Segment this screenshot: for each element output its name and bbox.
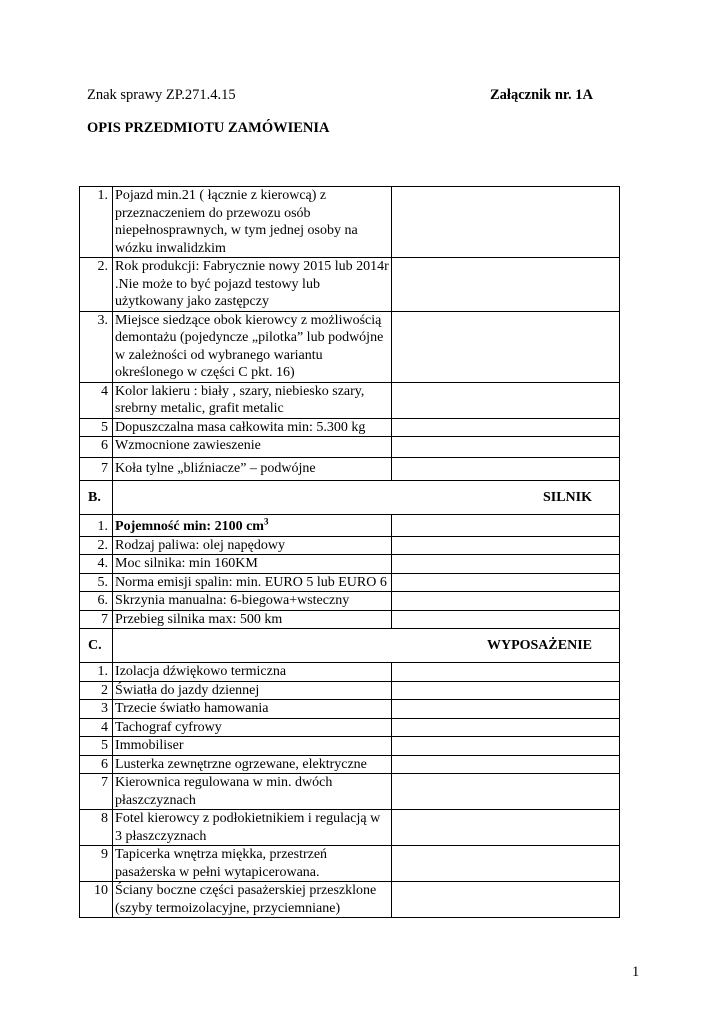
row-number: 1.: [80, 515, 113, 537]
document-title: OPIS PRZEDMIOTU ZAMÓWIENIA: [87, 120, 330, 136]
row-value-cell: [391, 187, 619, 258]
row-description: Miejsce siedzące obok kierowcy z możliwością demontażu (pojedyncze „pilotka” lub podwójne w zależności od wybranego wariantu określonego w części C pkt. 16): [113, 311, 392, 382]
row-value-cell: [391, 555, 619, 574]
table-row: [80, 700, 620, 719]
row-number: 2.: [80, 536, 113, 555]
row-number: 6: [80, 437, 113, 458]
row-number: 4.: [80, 555, 113, 574]
table-row: [80, 382, 620, 418]
row-number: 1.: [80, 187, 113, 258]
table-row: [80, 755, 620, 774]
row-number: 7: [80, 610, 113, 629]
table-row: [80, 718, 620, 737]
specification-table-body: [80, 187, 620, 918]
row-value-cell: [391, 700, 619, 719]
row-number: 3.: [80, 311, 113, 382]
row-number: 2: [80, 681, 113, 700]
table-row: [80, 737, 620, 756]
row-description: Immobiliser: [113, 737, 392, 756]
row-description: Pojazd min.21 ( łącznie z kierowcą) z przeznaczeniem do przewozu osób niepełnosprawnych, w tym jednej osoby na wózku inwalidzkim: [113, 187, 392, 258]
row-value-cell: [391, 610, 619, 629]
row-value-cell: [391, 846, 619, 882]
table-row: [80, 573, 620, 592]
row-number: 7: [80, 774, 113, 810]
row-number: 2.: [80, 258, 113, 312]
row-value-cell: [391, 592, 619, 611]
row-description: Tachograf cyfrowy: [113, 718, 392, 737]
table-row: [80, 774, 620, 810]
row-value-cell: [391, 774, 619, 810]
row-description-text: Pojemność min: 2100 cm: [115, 519, 264, 534]
superscript: 3: [263, 516, 269, 527]
row-number: 7: [80, 458, 113, 481]
row-number: 5: [80, 418, 113, 437]
row-description: Kolor lakieru : biały , szary, niebiesko szary, srebrny metalic, grafit metalic: [113, 382, 392, 418]
row-value-cell: [391, 663, 619, 682]
section-title: WYPOSAŻENIE: [113, 629, 620, 663]
row-description: Fotel kierowcy z podłokietnikiem i regulacją w 3 płaszczyznach: [113, 810, 392, 846]
row-number: 10: [80, 882, 113, 918]
row-value-cell: [391, 810, 619, 846]
section-label: C.: [80, 629, 113, 663]
table-row: [80, 810, 620, 846]
row-description: Ściany boczne części pasażerskiej przeszklone (szyby termoizolacyjne, przyciemniane): [113, 882, 392, 918]
row-description: Lusterka zewnętrzne ogrzewane, elektryczne: [113, 755, 392, 774]
row-value-cell: [391, 515, 619, 537]
row-description: Dopuszczalna masa całkowita min: 5.300 kg: [113, 418, 392, 437]
table-row: [80, 258, 620, 312]
row-description: Rok produkcji: Fabrycznie nowy 2015 lub 2014r .Nie może to być pojazd testowy lub użytkowany jako zastępczy: [113, 258, 392, 312]
row-value-cell: [391, 418, 619, 437]
table-row: [80, 437, 620, 458]
row-number: 4: [80, 718, 113, 737]
row-value-cell: [391, 755, 619, 774]
table-row: [80, 882, 620, 918]
row-description: Przebieg silnika max: 500 km: [113, 610, 392, 629]
table-row: [80, 663, 620, 682]
row-number: 3: [80, 700, 113, 719]
section-title: SILNIK: [113, 481, 620, 515]
table-row: [80, 536, 620, 555]
row-value-cell: [391, 458, 619, 481]
row-value-cell: [391, 311, 619, 382]
row-value-cell: [391, 536, 619, 555]
row-description: [113, 515, 392, 537]
table-row: [80, 555, 620, 574]
row-number: 5: [80, 737, 113, 756]
row-value-cell: [391, 437, 619, 458]
row-description: Koła tylne „bliźniacze” – podwójne: [113, 458, 392, 481]
row-value-cell: [391, 573, 619, 592]
row-description: Moc silnika: min 160KM: [113, 555, 392, 574]
attachment-label: Załącznik nr. 1A: [490, 87, 593, 103]
row-number: 6: [80, 755, 113, 774]
row-value-cell: [391, 737, 619, 756]
row-description: Kierownica regulowana w min. dwóch płaszczyznach: [113, 774, 392, 810]
row-description: Wzmocnione zawieszenie: [113, 437, 392, 458]
row-number: 6.: [80, 592, 113, 611]
row-number: 5.: [80, 573, 113, 592]
row-value-cell: [391, 718, 619, 737]
table-row: [80, 187, 620, 258]
row-number: 9: [80, 846, 113, 882]
row-description: Norma emisji spalin: min. EURO 5 lub EURO 6: [113, 573, 392, 592]
row-description: Rodzaj paliwa: olej napędowy: [113, 536, 392, 555]
row-value-cell: [391, 258, 619, 312]
row-description: Trzecie światło hamowania: [113, 700, 392, 719]
row-description: Światła do jazdy dziennej: [113, 681, 392, 700]
row-description: Tapicerka wnętrza miękka, przestrzeń pasażerska w pełni wytapicerowana.: [113, 846, 392, 882]
row-description: Skrzynia manualna: 6-biegowa+wsteczny: [113, 592, 392, 611]
row-number: 1.: [80, 663, 113, 682]
table-row: [80, 681, 620, 700]
table-row: [80, 458, 620, 481]
section-label: B.: [80, 481, 113, 515]
section-header-row: [80, 481, 620, 515]
table-row: [80, 515, 620, 537]
section-header-row: [80, 629, 620, 663]
table-row: [80, 592, 620, 611]
row-value-cell: [391, 882, 619, 918]
table-row: [80, 311, 620, 382]
table-row: [80, 610, 620, 629]
specification-table: [79, 186, 620, 918]
row-number: 8: [80, 810, 113, 846]
row-description: Izolacja dźwiękowo termiczna: [113, 663, 392, 682]
row-value-cell: [391, 681, 619, 700]
table-row: [80, 418, 620, 437]
page-number: 1: [632, 964, 640, 980]
table-row: [80, 846, 620, 882]
case-reference: Znak sprawy ZP.271.4.15: [87, 87, 236, 103]
row-value-cell: [391, 382, 619, 418]
row-number: 4: [80, 382, 113, 418]
